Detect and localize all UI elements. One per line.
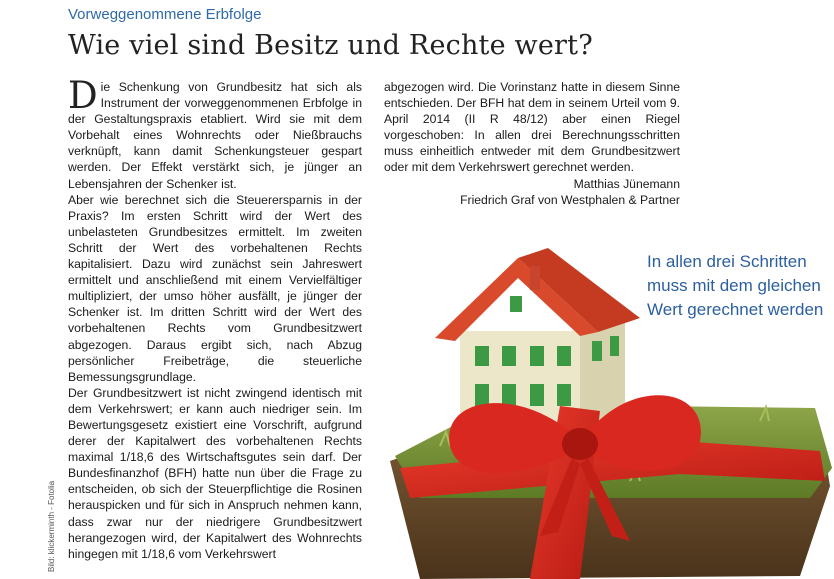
paragraph-3: Der Grundbesitzwert ist nicht zwingend identisch mit dem Verkehrswert; er kann auch niedriger sein. Im Bewertungsgesetz existiert eine Vorschrift, aufgrund derer der Kapitalwert des vorbehaltenen Rechts maximal 1/18,6 des Wirtschaftsgutes sein darf. Der Bundesfinanzhof (BFH) hatte nun über die Frage zu entscheiden, ob sich der Steuerpflichtige die Rosinen herauspicken und für sich in Anspruch nehmen kann, dass zwar nur der niedrigere Grundbesitzwert herangezogen wird, der Kapitalwert des Wohnrechts hingegen mit 1/18,6 vom Verkehrswert xyxy=(68,385,362,561)
author-firm: Friedrich Graf von Westphalen & Partner xyxy=(460,192,680,207)
paragraph-1 xyxy=(68,74,362,192)
photo-credit: Bild: klickerminth - Fotolia xyxy=(47,480,56,572)
article-title: Wie viel sind Besitz und Rechte wert? xyxy=(68,30,593,61)
drop-cap: D xyxy=(68,74,98,117)
article-kicker: Vorweggenommene Erbfolge xyxy=(68,6,262,23)
left-column xyxy=(68,74,362,562)
paragraph-1-text: ie Schenkung von Grundbesitz hat sich als Instrument der vorweggenommenen Erbfolge in der Gestaltungspraxis etabliert. Wird sie mit dem Vorbehalt eines Wohnrechts oder Nießbrauchs verknüpft, kann damit Schenkungsteuer gespart werden. Der Effekt verstärkt sich, je jünger an Lebensjahren der Schenker ist. xyxy=(68,80,362,191)
right-column xyxy=(384,79,680,208)
author-name: Matthias Jünemann xyxy=(573,176,680,191)
pull-quote: In allen drei Schritten muss mit dem gleichen Wert gerechnet werden xyxy=(647,252,824,319)
paragraph-4: abgezogen wird. Die Vorinstanz hatte in diesem Sinne entschieden. Der BFH hat dem in seinem Urteil vom 9. April 2014 (II R 48/12) aber einen Riegel vorgeschoben: In allen drei Berechnungsschritten muss einheitlich entweder mit dem Grundbesitzwert oder mit dem Verkehrswert gerechnet werden. xyxy=(384,80,680,175)
model-house xyxy=(435,248,640,436)
paragraph-2: Aber wie berechnet sich die Steuerersparnis in der Praxis? Im ersten Schritt wird der Wert des unbelasteten Grundbesitzes ermittelt. Im zweiten Schritt der Wert des vorbehaltenen Rechts kapitalisiert. Dazu wird zunächst sein Jahreswert ermittelt und anschließend mit einem Vervielfältiger multipliziert, der umso höher ausfällt, je jünger der Schenker ist. Im dritten Schritt wird der Wert des vorbehaltenen Rechts vom Grundbesitzwert abgezogen. Daraus ergibt sich, nach Abzug persönlicher Freibeträge, die steuerliche Bemessungsgrundlage. xyxy=(68,192,362,384)
